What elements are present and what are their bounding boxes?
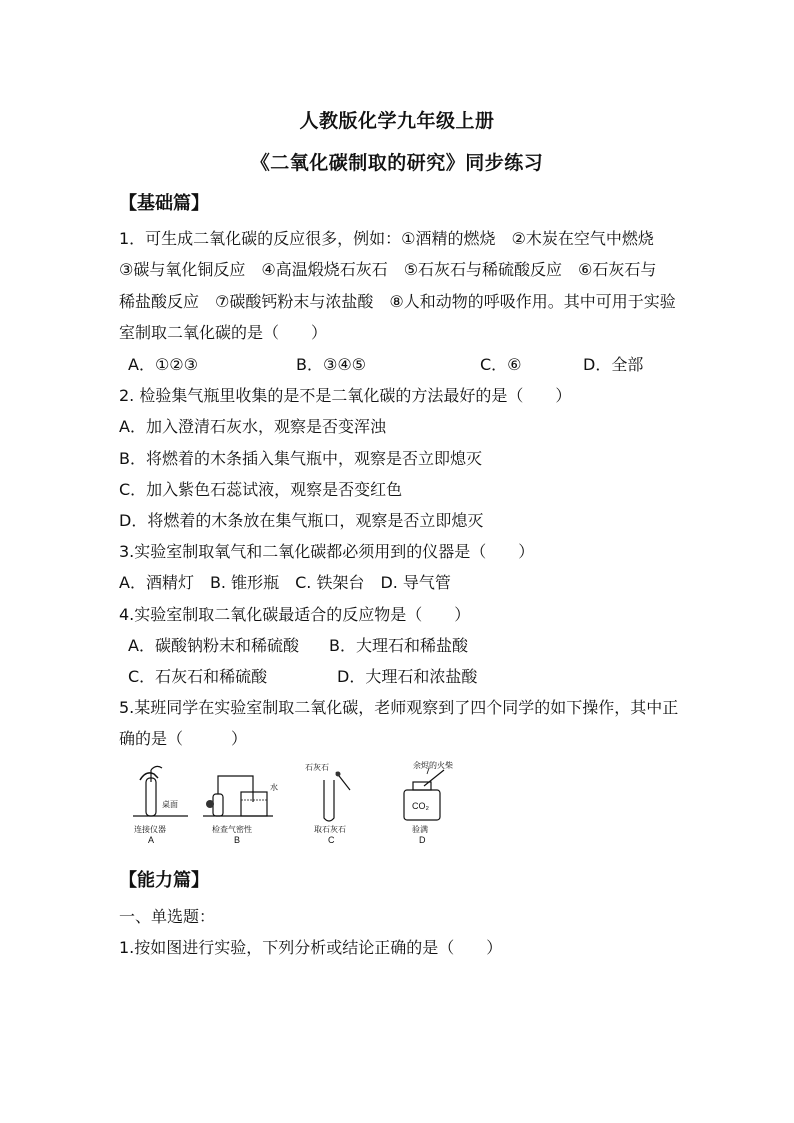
section-ability-heading: 【能力篇】 [119, 870, 209, 891]
q1-line-4: 室制取二氧化碳的是（ ） [119, 323, 328, 342]
figure-b-gas-tightness [203, 776, 278, 845]
figure-b-letter: B [234, 835, 241, 845]
figure-a-label: 连接仪器 [134, 825, 166, 834]
q2-stem: 2. 检验集气瓶里收集的是不是二氧化碳的方法最好的是（ ） [119, 386, 572, 405]
figure-a-connect-apparatus [133, 766, 188, 845]
q5-line-1: 5.某班同学在实验室制取二氧化碳，老师观察到了四个同学的如下操作，其中正 [119, 698, 679, 717]
q3-options: A．酒精灯 B. 锥形瓶 C. 铁架台 D. 导气管 [119, 573, 451, 592]
q3-stem: 3.实验室制取氧气和二氧化碳都必须用到的仪器是（ ） [119, 542, 535, 561]
q1-line-1: 1．可生成二氧化碳的反应很多，例如：①酒精的燃烧 ②木炭在空气中燃烧 [119, 229, 654, 248]
q5-experiment-figure [128, 760, 458, 850]
q1-line-2: ③碳与氧化铜反应 ④高温煅烧石灰石 ⑤石灰石与稀硫酸反应 ⑥石灰石与 [119, 260, 657, 279]
figure-b-annotation-water: 水 [270, 783, 278, 792]
figure-d-letter: D [419, 835, 426, 845]
q2-option-d: D．将燃着的木条放在集气瓶口，观察是否立即熄灭 [119, 511, 484, 530]
ability-subheading: 一、单选题： [119, 907, 216, 926]
figure-a-letter: A [148, 835, 155, 845]
q1-line-3: 稀盐酸反应 ⑦碳酸钙粉末与浓盐酸 ⑧人和动物的呼吸作用。其中可用于实验 [119, 292, 676, 311]
figure-c-annotation-limestone: 石灰石 [305, 763, 329, 772]
figure-d-annotation-match: 余烬的火柴 [413, 761, 453, 770]
q4-option-c: C．石灰石和稀硫酸 [128, 667, 268, 686]
section-basic-heading: 【基础篇】 [119, 193, 209, 214]
q4-option-d: D．大理石和浓盐酸 [337, 667, 478, 686]
q1-option-c: C．⑥ [480, 355, 522, 374]
figure-d-annotation-co2: CO₂ [412, 801, 429, 811]
figure-d-check-full [404, 760, 453, 845]
q4-stem: 4.实验室制取二氧化碳最适合的反应物是（ ） [119, 605, 471, 624]
figure-c-label: 取石灰石 [314, 825, 346, 834]
q2-option-b: B．将燃着的木条插入集气瓶中，观察是否立即熄灭 [119, 449, 482, 468]
ability-q1-stem: 1.按如图进行实验，下列分析或结论正确的是（ ） [119, 938, 503, 957]
q1-option-d: D．全部 [583, 355, 644, 374]
document-subtitle: 《二氧化碳制取的研究》同步练习 [250, 152, 544, 174]
document-title: 人教版化学九年级上册 [299, 110, 495, 132]
q4-option-a: A．碳酸钠粉末和稀硫酸 [128, 636, 299, 655]
q5-line-2: 确的是（ ） [119, 729, 248, 748]
q2-option-c: C．加入紫色石蕊试液，观察是否变红色 [119, 480, 403, 499]
figure-c-take-limestone [305, 762, 350, 845]
figure-a-annotation-table: 桌面 [162, 800, 178, 809]
q4-option-b: B．大理石和稀盐酸 [329, 636, 468, 655]
figure-d-label: 验满 [412, 825, 428, 834]
figure-b-label: 检查气密性 [212, 825, 252, 834]
q1-option-b: B．③④⑤ [296, 355, 367, 374]
figure-c-letter: C [328, 835, 335, 845]
q1-option-a: A．①②③ [128, 355, 198, 374]
q2-option-a: A．加入澄清石灰水，观察是否变浑浊 [119, 417, 386, 436]
